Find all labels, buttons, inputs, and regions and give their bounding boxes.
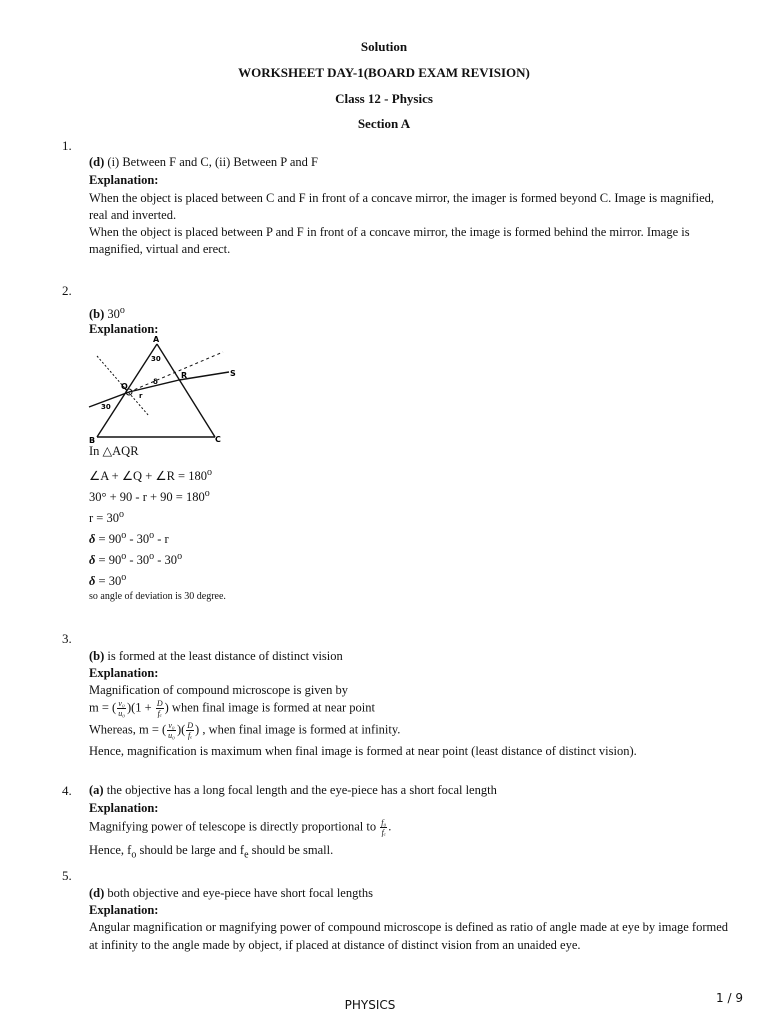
fraction-numerator: f₀ [381,818,387,827]
q5-option: (d) [89,886,105,900]
fraction-denominator: u₀ [118,709,125,718]
label-delta: δ [153,378,158,386]
label-angle-top: 30 [151,355,161,363]
q3-explanation-line-4: Hence, magnification is maximum when final image is formed at near point (least distance of distinct vision). [89,744,637,758]
label-c: C [215,435,221,444]
solution-heading: Solution [360,39,408,54]
question-number-5: 5. [62,868,72,883]
degree-sup: o [149,551,155,562]
q5-answer [89,885,739,902]
fraction-numerator: v₀ [118,699,125,708]
q2-step-5-part: = 90 [95,532,122,547]
q4-option: (a) [89,783,104,797]
degree-sup: o [121,572,127,583]
q3-explanation-label: Explanation: [89,666,159,680]
q2-answer-text: 30 [104,307,120,322]
q1-explanation-line-4: magnified, virtual and erect. [89,242,231,256]
q1-answer [89,154,739,171]
worksheet-title: WORKSHEET DAY-1(BOARD EXAM REVISION) [238,65,530,80]
formula-part: m = ( [89,700,117,715]
fraction-denominator: u₀ [168,731,175,740]
q5-explanation-line-2: at infinity to the angle made by object, if placed at distance of distinct vision from an unaided eye. [89,938,581,952]
q5-answer-text: both objective and eye-piece have short focal lengths [104,886,373,900]
label-angle-left: 30 [101,403,111,411]
delta-symbol: δ [89,553,96,568]
q2-explanation-label: Explanation: [89,322,159,336]
q2-step-4-text: r = 30 [89,511,119,526]
question-number-4: 4. [62,783,72,798]
q2-step-2 [89,464,739,485]
fraction-d-fe [186,721,194,740]
subscript-o: o [131,849,137,861]
q2-answer [89,302,739,323]
q2-step-5-part: - r [154,532,169,547]
section-title: Section A [357,116,411,131]
incident-extension [129,352,223,392]
q4-explanation-line-1 [89,818,739,837]
q1-explanation-line-3: When the object is placed between P and F in front of a concave mirror, the image is formed behind the mirror. Image is [89,225,690,239]
q1-explanation-line-2: real and inverted. [89,208,177,222]
q4-explanation-line-2 [89,842,739,864]
question-number-1: 1. [62,138,72,153]
fraction-f0-fe [380,818,387,837]
formula-part: Whereas, m = ( [89,722,167,737]
q1-answer-text: (i) Between F and C, (ii) Between P and F [104,155,319,169]
page-number: 1 / 9 [716,991,743,1005]
q3-formula-near-point [89,699,739,718]
delta-symbol: δ [89,574,96,589]
degree-sup: o [118,509,124,520]
q2-step-7-part: = 30 [95,574,122,589]
formula-part: )(1 + [126,700,155,715]
q3-answer [89,648,739,665]
q1-explanation-line-1: When the object is placed between C and F in front of a concave mirror, the imager is formed beyond C. Image is magnified, [89,191,714,205]
degree-sup: o [121,551,127,562]
label-a: A [153,335,160,344]
footer-subject: PHYSICS [344,998,396,1012]
fraction-v0-u0 [167,721,176,740]
formula-part: )( [176,722,186,737]
q2-step-6-part: = 90 [95,553,122,568]
q4-answer-text: the objective has a long focal length and the eye-piece has a short focal length [103,783,497,797]
question-number-2: 2. [62,283,72,298]
degree-sup: o [149,530,155,541]
degree-sup: o [204,488,210,499]
q2-step-1: In △AQR [89,444,139,458]
prism-diagram [87,334,242,446]
q2-step-7 [89,569,739,590]
q2-step-3 [89,485,739,506]
fraction-numerator: D [156,699,163,708]
degree-sup: o [121,530,127,541]
q2-step-5-part: - 30 [126,532,150,547]
fraction-numerator: v₀ [168,721,175,730]
fraction-denominator: fₑ [381,828,386,837]
fraction-d-fe [156,699,164,718]
q4-line-2-part: Hence, f [89,843,132,857]
q2-conclusion: so angle of deviation is 30 degree. [89,591,226,602]
q2-step-4 [89,506,739,527]
q5-explanation-line-1: Angular magnification or magnifying power of compound microscope is defined as ratio of angle made at eye by image formed [89,920,729,934]
q5-explanation-label: Explanation: [89,903,159,917]
q4-line-1-end: . [388,819,392,834]
label-s: S [230,369,236,378]
degree-sup: o [206,467,212,478]
delta-symbol: δ [89,532,96,547]
degree-sup: o [177,551,183,562]
fraction-denominator: fₑ [157,709,162,718]
q3-answer-text: is formed at the least distance of distinct vision [104,649,343,663]
q4-answer [89,782,739,799]
q2-step-6-part: - 30 [126,553,150,568]
label-q: Q [121,382,128,391]
q2-step-3-text: 30° + 90 - r + 90 = 180 [89,490,205,505]
q4-explanation-label: Explanation: [89,801,159,815]
q4-line-2-part: should be large and f [136,843,245,857]
formula-part: ) , when final image is formed at infinity. [195,722,401,737]
label-r: R [181,371,188,380]
q3-explanation-line-1: Magnification of compound microscope is given by [89,683,348,697]
q2-step-2-text: ∠A + ∠Q + ∠R = 180 [89,469,207,484]
q3-formula-infinity [89,721,739,740]
q1-option: (d) [89,155,105,169]
q2-option: (b) [89,307,105,322]
q2-answer-sup: o [119,305,125,316]
q4-line-2-part: should be small. [248,843,334,857]
q2-step-6 [89,548,739,569]
q3-option: (b) [89,649,105,663]
class-title: Class 12 - Physics [335,91,433,106]
q4-line-1-text: Magnifying power of telescope is directly proportional to [89,819,380,834]
q1-explanation-label: Explanation: [89,173,159,187]
subscript-e: e [244,849,249,861]
q2-step-6-part: - 30 [154,553,178,568]
fraction-numerator: D [187,721,194,730]
fraction-v0-u0 [117,699,126,718]
label-b: B [89,436,96,445]
formula-part: ) when final image is formed at near point [164,700,375,715]
q2-step-5 [89,527,739,548]
question-number-3: 3. [62,631,72,646]
label-r-small: r [139,392,143,400]
fraction-denominator: fₑ [187,731,193,740]
